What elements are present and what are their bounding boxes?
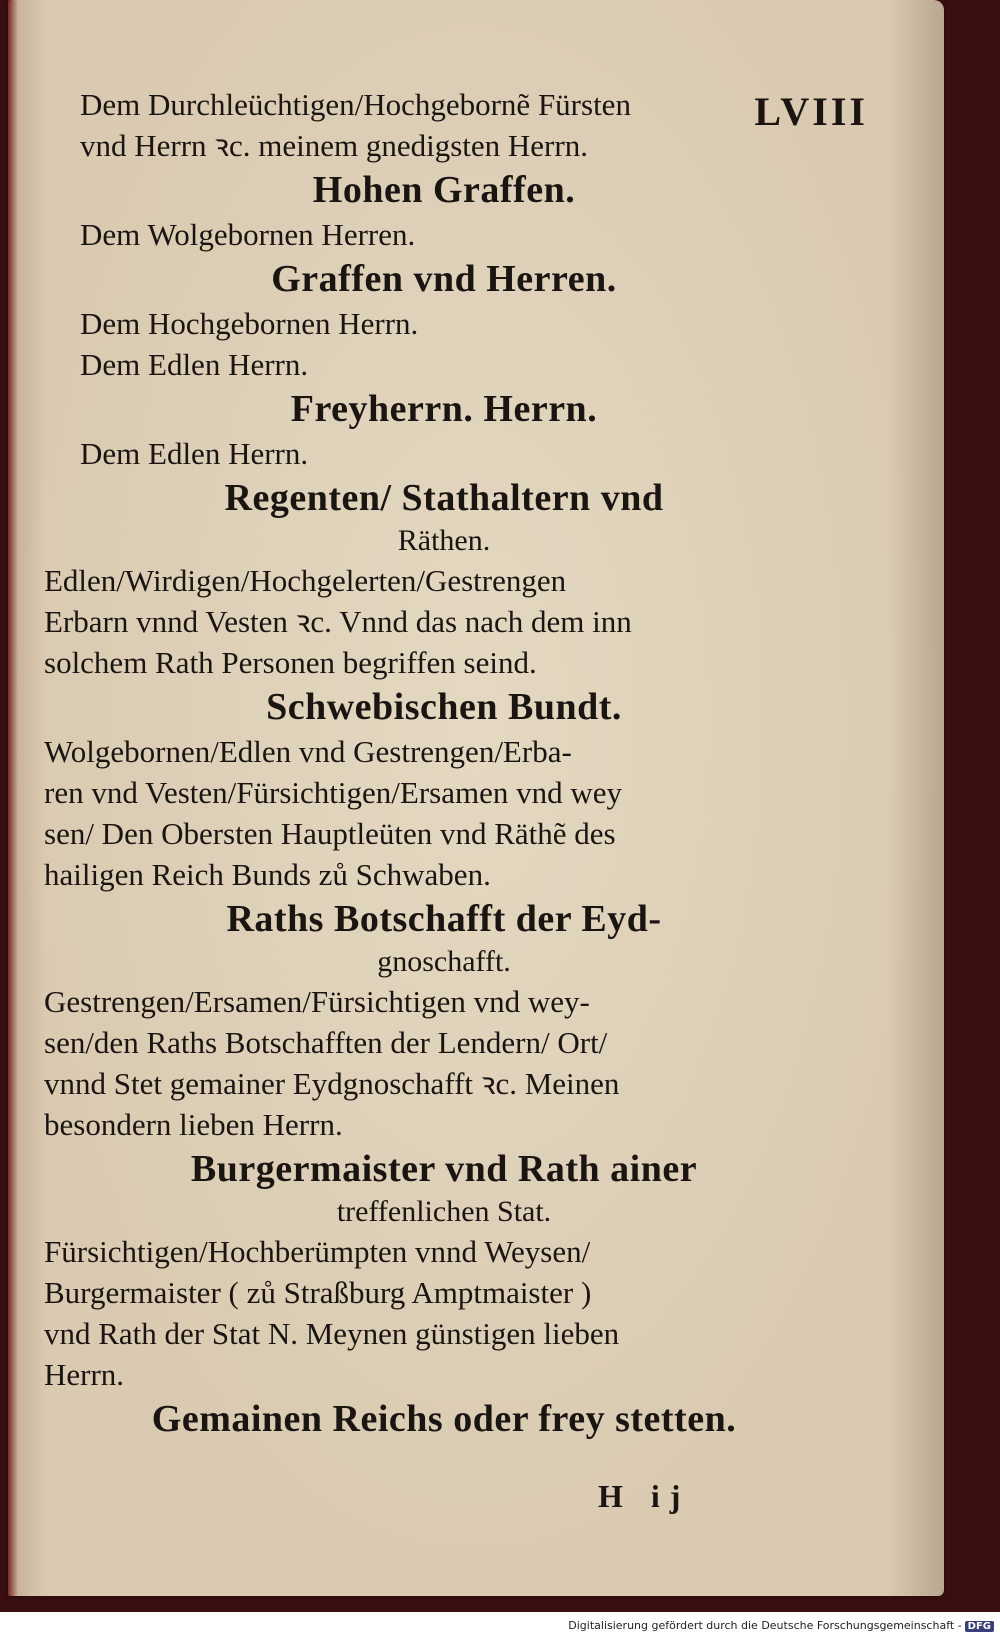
text-line: Dem Hochgebornen Herrn. xyxy=(80,306,419,341)
page-binding-edge xyxy=(8,0,18,1596)
section-subheading: Räthen. xyxy=(397,524,491,557)
section-heading: Freyherrn. Herrn. xyxy=(290,388,598,430)
section-heading: Graffen vnd Herren. xyxy=(271,258,617,300)
text-paragraph xyxy=(44,560,844,683)
page-text xyxy=(44,84,844,1443)
text-line: vnd Herrn ꝛc. meinem gnedigsten Herrn. xyxy=(80,128,588,163)
text-line: Dem Durchleüchtigen/Hochgebornẽ Fürsten xyxy=(80,87,631,122)
signature-mark: H ij xyxy=(598,1478,691,1514)
text-line: Herrn. xyxy=(44,1357,125,1392)
text-line: Fürsichtigen/Hochberümpten vnnd Weysen/ xyxy=(44,1234,591,1269)
text-paragraph xyxy=(44,731,844,895)
text-paragraph xyxy=(44,981,844,1145)
text-line: Dem Wolgebornen Herren. xyxy=(80,217,416,252)
text-line: ren vnd Vesten/Fürsichtigen/Ersamen vnd wey xyxy=(44,775,622,810)
digitization-credit xyxy=(568,1619,994,1632)
text-line: Burgermaister ( zů Straßburg Amptmaister ) xyxy=(44,1275,592,1310)
folio-number: LVIII xyxy=(754,89,868,134)
section-subheading: gnoschafft. xyxy=(377,945,511,978)
section-heading: Raths Botschafft der Eyd- xyxy=(226,898,662,940)
text-line: sen/ Den Obersten Hauptleüten vnd Räthẽ des xyxy=(44,816,616,851)
text-line: Wolgebornen/Edlen vnd Gestrengen/Erba- xyxy=(44,734,572,769)
credit-text: Digitalisierung gefördert durch die Deutsche Forschungsgemeinschaft - xyxy=(568,1619,962,1632)
text-line: vnd Rath der Stat N. Meynen günstigen lieben xyxy=(44,1316,620,1351)
text-line: vnnd Stet gemainer Eydgnoschafft ꝛc. Meinen xyxy=(44,1066,620,1101)
text-paragraph xyxy=(44,1231,844,1395)
dfg-logo: DFG xyxy=(965,1621,994,1632)
text-paragraph xyxy=(44,303,844,385)
section-heading: Regenten/ Stathaltern vnd xyxy=(224,477,664,519)
text-line: solchem Rath Personen begriffen seind. xyxy=(44,645,537,680)
text-line: Dem Edlen Herrn. xyxy=(80,436,309,471)
text-paragraph xyxy=(44,214,844,255)
section-heading: Schwebischen Bundt. xyxy=(266,686,622,728)
section-subheading: treffenlichen Stat. xyxy=(336,1195,552,1228)
text-line: Edlen/Wirdigen/Hochgelerten/Gestrengen xyxy=(44,563,567,598)
text-line: Dem Edlen Herrn. xyxy=(80,347,309,382)
text-line: sen/den Raths Botschafften der Lendern/ Ort/ xyxy=(44,1025,608,1060)
section-heading: Gemainen Reichs oder frey stetten. xyxy=(151,1398,737,1440)
text-paragraph xyxy=(44,84,844,166)
text-line: hailigen Reich Bunds zů Schwaben. xyxy=(44,857,491,892)
text-line: Erbarn vnnd Vesten ꝛc. Vnnd das nach dem inn xyxy=(44,604,632,639)
text-line: besondern lieben Herrn. xyxy=(44,1107,343,1142)
section-heading: Burgermaister vnd Rath ainer xyxy=(190,1148,698,1190)
section-heading: Hohen Graffen. xyxy=(312,169,576,211)
text-line: Gestrengen/Ersamen/Fürsichtigen vnd wey- xyxy=(44,984,590,1019)
text-paragraph xyxy=(44,433,844,474)
